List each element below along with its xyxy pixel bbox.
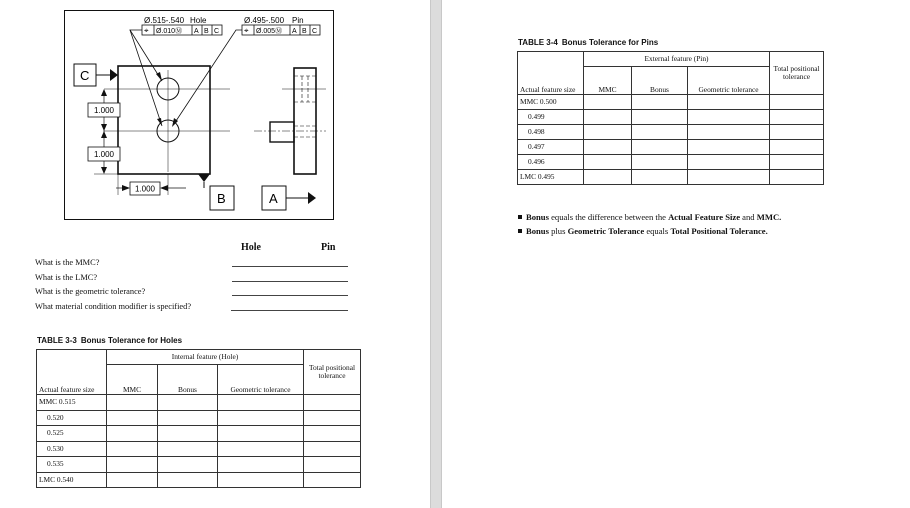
pin-label: Pin bbox=[292, 16, 304, 25]
cell-geometric[interactable] bbox=[218, 410, 304, 426]
row-label: 0.499 bbox=[518, 110, 584, 125]
hole-size-label: Ø.515-.540 bbox=[144, 16, 185, 25]
bullet-square-icon bbox=[518, 215, 522, 219]
answer-line-geometric-tolerance[interactable] bbox=[232, 295, 348, 296]
header-bonus: Bonus bbox=[158, 365, 218, 395]
question-material-condition: What material condition modifier is specified? bbox=[35, 302, 192, 311]
cell-mmc[interactable] bbox=[107, 410, 158, 426]
bullet-text: equals bbox=[644, 226, 671, 236]
dimension-2: 1.000 bbox=[93, 150, 115, 159]
row-label: 0.525 bbox=[37, 426, 107, 442]
datum-a-label: A bbox=[269, 191, 278, 206]
cell-geometric[interactable] bbox=[218, 472, 304, 488]
datum-ref-b: B bbox=[302, 28, 307, 35]
table-holes-title bbox=[37, 336, 182, 345]
cell-bonus[interactable] bbox=[632, 110, 688, 125]
answer-line-material-condition[interactable] bbox=[231, 310, 348, 311]
header-external-feature: External feature (Pin) bbox=[584, 52, 770, 67]
pin bbox=[270, 122, 294, 142]
table-bonus-tolerance-holes bbox=[36, 349, 361, 488]
datum-a-triangle bbox=[308, 192, 316, 204]
cell-geometric[interactable] bbox=[218, 457, 304, 473]
cell-total[interactable] bbox=[770, 155, 824, 170]
cell-bonus[interactable] bbox=[632, 170, 688, 185]
position-symbol: ⌖ bbox=[244, 26, 249, 35]
cell-total[interactable] bbox=[770, 140, 824, 155]
cell-bonus[interactable] bbox=[158, 426, 218, 442]
header-mmc: MMC bbox=[107, 365, 158, 395]
part-side-view bbox=[294, 68, 316, 174]
table-holes-caption: Bonus Tolerance for Holes bbox=[80, 336, 183, 345]
cell-mmc[interactable] bbox=[584, 170, 632, 185]
table-bonus-tolerance-pins bbox=[517, 51, 824, 185]
datum-ref-c: C bbox=[312, 28, 318, 35]
cell-mmc[interactable] bbox=[107, 395, 158, 411]
table-pins-caption: Bonus Tolerance for Pins bbox=[561, 38, 659, 47]
hole-tolerance: Ø.010Ⓜ bbox=[156, 28, 183, 35]
datum-c-triangle bbox=[110, 69, 118, 81]
cell-mmc[interactable] bbox=[584, 140, 632, 155]
cell-mmc[interactable] bbox=[584, 95, 632, 110]
cell-geometric[interactable] bbox=[218, 395, 304, 411]
table-pins-label: TABLE 3-4 bbox=[518, 38, 558, 47]
row-label: 0.530 bbox=[37, 441, 107, 457]
header-bonus: Bonus bbox=[632, 67, 688, 95]
cell-bonus[interactable] bbox=[632, 125, 688, 140]
answer-line-mmc[interactable] bbox=[232, 266, 348, 267]
cell-geometric[interactable] bbox=[218, 426, 304, 442]
bullet-term: Geometric Tolerance bbox=[567, 226, 645, 236]
cell-mmc[interactable] bbox=[584, 110, 632, 125]
cell-bonus[interactable] bbox=[158, 472, 218, 488]
cell-mmc[interactable] bbox=[584, 155, 632, 170]
header-actual-size: Actual feature size bbox=[518, 52, 584, 95]
dimension-1: 1.000 bbox=[93, 106, 115, 115]
cell-bonus[interactable] bbox=[158, 395, 218, 411]
datum-b-label: B bbox=[217, 191, 226, 206]
cell-total[interactable] bbox=[304, 472, 361, 488]
header-internal-feature: Internal feature (Hole) bbox=[107, 350, 304, 365]
header-mmc: MMC bbox=[584, 67, 632, 95]
question-geometric-tolerance: What is the geometric tolerance? bbox=[35, 287, 146, 296]
cell-mmc[interactable] bbox=[107, 426, 158, 442]
datum-b-triangle bbox=[198, 174, 210, 182]
question-lmc: What is the LMC? bbox=[35, 273, 98, 282]
cell-total[interactable] bbox=[304, 441, 361, 457]
cell-total[interactable] bbox=[770, 110, 824, 125]
bullet-term: Actual Feature Size bbox=[668, 212, 741, 222]
cell-geometric[interactable] bbox=[218, 441, 304, 457]
answer-line-lmc[interactable] bbox=[232, 281, 348, 282]
pin-leader bbox=[174, 30, 242, 124]
question-mmc: What is the MMC? bbox=[35, 258, 100, 267]
row-label: MMC 0.500 bbox=[518, 95, 584, 110]
hole-leader-2 bbox=[130, 30, 162, 126]
header-geometric-tolerance: Geometric tolerance bbox=[688, 67, 770, 95]
pin-feature-control-frame bbox=[242, 25, 320, 35]
bullet-bonus-definition bbox=[518, 212, 781, 226]
table-pins-title bbox=[518, 38, 658, 47]
cell-bonus[interactable] bbox=[158, 410, 218, 426]
bullet-text: equals the difference between the bbox=[548, 212, 669, 222]
column-header-hole: Hole bbox=[241, 242, 261, 253]
cell-geometric[interactable] bbox=[688, 110, 770, 125]
datum-ref-b: B bbox=[204, 28, 209, 35]
header-total-tolerance: Total positional tolerance bbox=[304, 350, 361, 395]
row-label: 0.520 bbox=[37, 410, 107, 426]
cell-geometric[interactable] bbox=[688, 155, 770, 170]
datum-ref-a: A bbox=[292, 28, 297, 35]
cell-total[interactable] bbox=[304, 457, 361, 473]
row-label: 0.498 bbox=[518, 125, 584, 140]
header-total-tolerance: Total positional tolerance bbox=[770, 52, 824, 95]
cell-bonus[interactable] bbox=[632, 140, 688, 155]
hole-label: Hole bbox=[190, 16, 207, 25]
table-holes-label: TABLE 3-3 bbox=[37, 336, 77, 345]
bullet-text: and bbox=[740, 212, 757, 222]
row-label: LMC 0.540 bbox=[37, 472, 107, 488]
cell-total[interactable] bbox=[304, 395, 361, 411]
cell-geometric[interactable] bbox=[688, 95, 770, 110]
cell-mmc[interactable] bbox=[584, 125, 632, 140]
hole-leader-1 bbox=[130, 30, 162, 81]
row-label: LMC 0.495 bbox=[518, 170, 584, 185]
cell-geometric[interactable] bbox=[688, 170, 770, 185]
dimension-3: 1.000 bbox=[134, 184, 156, 194]
bullet-term: Bonus bbox=[526, 212, 549, 222]
cell-bonus[interactable] bbox=[158, 457, 218, 473]
pin-tolerance: Ø.005Ⓜ bbox=[256, 28, 283, 35]
bullet-square-icon bbox=[518, 229, 522, 233]
row-label: 0.535 bbox=[37, 457, 107, 473]
pin-size-label: Ø.495-.500 bbox=[244, 16, 285, 25]
position-symbol: ⌖ bbox=[144, 26, 149, 35]
header-actual-size: Actual feature size bbox=[37, 350, 107, 395]
cell-mmc[interactable] bbox=[107, 441, 158, 457]
cell-geometric[interactable] bbox=[688, 125, 770, 140]
engineering-drawing bbox=[64, 10, 334, 220]
row-label: MMC 0.515 bbox=[37, 395, 107, 411]
hole-feature-control-frame bbox=[142, 25, 222, 35]
page-gutter bbox=[430, 0, 442, 508]
part-front-view bbox=[118, 66, 210, 174]
cell-total[interactable] bbox=[304, 410, 361, 426]
cell-mmc[interactable] bbox=[107, 457, 158, 473]
bullet-term: Total Positional Tolerance. bbox=[670, 226, 768, 236]
cell-total[interactable] bbox=[304, 426, 361, 442]
cell-geometric[interactable] bbox=[688, 140, 770, 155]
bullet-term: MMC. bbox=[756, 212, 782, 222]
column-header-pin: Pin bbox=[321, 242, 336, 253]
datum-ref-c: C bbox=[214, 28, 220, 35]
row-label: 0.497 bbox=[518, 140, 584, 155]
datum-ref-a: A bbox=[194, 28, 199, 35]
cell-total[interactable] bbox=[770, 125, 824, 140]
cell-total[interactable] bbox=[770, 170, 824, 185]
bullet-text: plus bbox=[548, 226, 568, 236]
bullet-total-tolerance bbox=[518, 226, 781, 240]
cell-mmc[interactable] bbox=[107, 472, 158, 488]
cell-bonus[interactable] bbox=[158, 441, 218, 457]
bullet-term: Bonus bbox=[526, 226, 549, 236]
cell-bonus[interactable] bbox=[632, 155, 688, 170]
row-label: 0.496 bbox=[518, 155, 584, 170]
header-geometric-tolerance: Geometric tolerance bbox=[218, 365, 304, 395]
bonus-notes bbox=[518, 212, 781, 240]
cell-bonus[interactable] bbox=[632, 95, 688, 110]
datum-c-label: C bbox=[80, 68, 90, 83]
cell-total[interactable] bbox=[770, 95, 824, 110]
